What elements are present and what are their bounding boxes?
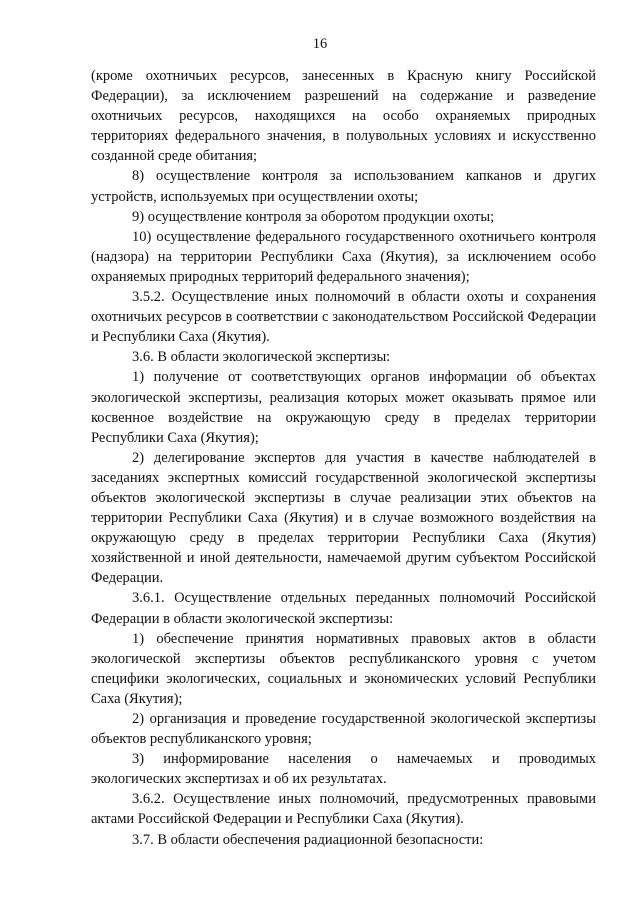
paragraph-3-6-item-2: 2) делегирование экспертов для участия в качестве наблюдателей в заседаниях экспертных комиссий государственной экологической экспертизы объектов экологической экспертизы в случае реализации этих объектов на территории Республики Саха (Якутия) и в случае возможного воздействия на окружающую среду в пределах территории Республики Саха (Якутия) хозяйственной и иной деятельности, намечаемой другим субъектом Российской Федерации. [91,449,596,587]
paragraph-item-9-hunting-products: 9) осуществление контроля за оборотом продукции охоты; [132,208,495,225]
paragraph-item-8-traps-control: 8) осуществление контроля за использованием капканов и других устройств, используемых при осуществлении охоты; [91,168,596,205]
paragraph-section-3-6-2: 3.6.2. Осуществление иных полномочий, предусмотренных правовыми актами Российской Федерации и Республики Саха (Якутия). [91,791,596,828]
paragraph-hunting-resources-continuation: (кроме охотничьих ресурсов, занесенных в Красную книгу Российской Федерации), за исключением разрешений на содержание и разведение охотничьих ресурсов, находящихся на особо охраняемых природных территориях федерального значения, в полувольных условиях и искусственно созданной среде обитания; [91,68,596,165]
paragraph-3-6-1-item-3: 3) информирование населения о намечаемых и проводимых экологических экспертизах и об их результатах. [91,751,596,788]
paragraph-3-6-1-item-1: 1) обеспечение принятия нормативных правовых актов в области экологической экспертизы объектов республиканского уровня с учетом специфики экологических, социальных и экономических условий Республики Саха (Якутия); [91,630,596,707]
paragraph-section-3-6-1: 3.6.1. Осуществление отдельных переданных полномочий Российской Федерации в области экологической экспертизы: [91,590,596,627]
document-body [91,66,596,850]
paragraph-section-3-5-2: 3.5.2. Осуществление иных полномочий в области охоты и сохранения охотничьих ресурсов в соответствии с законодательством Российской Федерации и Республики Саха (Якутия). [91,289,596,346]
paragraph-section-3-7-heading: 3.7. В области обеспечения радиационной безопасности: [132,831,484,848]
paragraph-3-6-item-1: 1) получение от соответствующих органов информации об объектах экологической экспертизы, реализация которых может оказывать прямое или косвенное воздействие на окружающую среду в пределах территории Республики Саха (Якутия); [91,369,596,446]
page-number: 16 [312,36,328,52]
paragraph-section-3-6-heading: 3.6. В области экологической экспертизы: [132,349,391,366]
paragraph-3-6-1-item-2: 2) организация и проведение государственной экологической экспертизы объектов республиканского уровня; [91,711,596,748]
paragraph-item-10-federal-control: 10) осуществление федерального государственного охотничьего контроля (надзора) на территории Республики Саха (Якутия), за исключением особо охраняемых природных территорий федерального значения); [91,228,596,285]
